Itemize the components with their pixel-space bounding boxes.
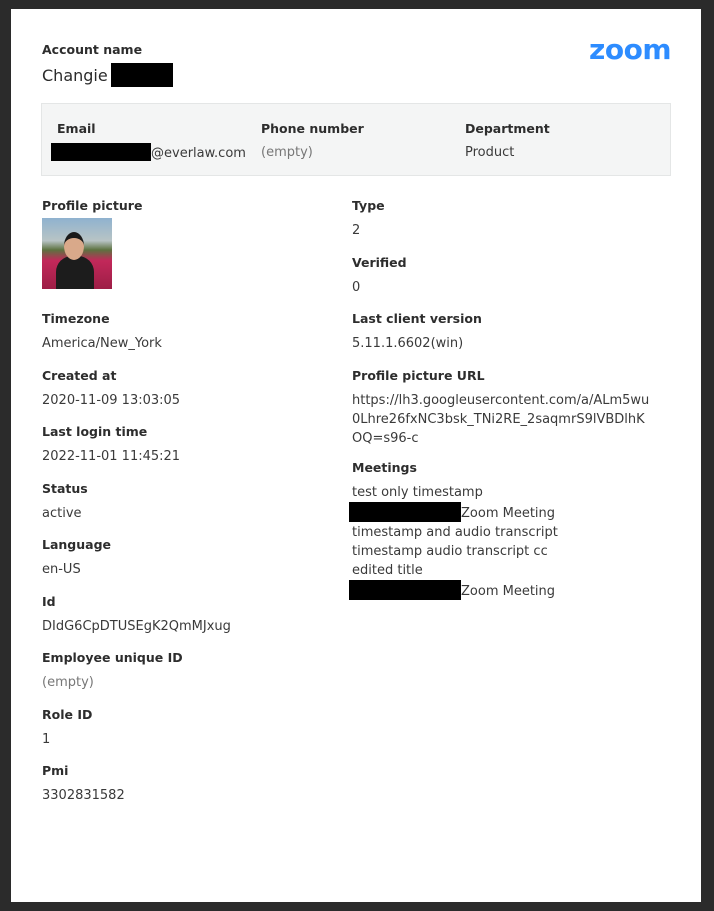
avatar-head: [64, 232, 84, 260]
timezone-label: Timezone: [42, 311, 110, 326]
pmi-value: 3302831582: [42, 788, 125, 803]
id-value: DIdG6CpDTUSEgK2QmMJxug: [42, 619, 231, 634]
profile-page: [11, 9, 701, 902]
last-login-field: [42, 424, 180, 466]
type-value: 2: [352, 223, 361, 238]
account-name-value: [42, 63, 173, 87]
phone-label: Phone number: [261, 121, 364, 136]
account-name-label: Account name: [42, 42, 143, 57]
zoom-logo: zoom: [589, 33, 671, 66]
department-value: Product: [465, 145, 515, 160]
verified-value: 0: [352, 280, 361, 295]
account-name-block: [42, 42, 173, 87]
timezone-field: [42, 311, 162, 353]
redaction-box: [349, 502, 461, 522]
email-label: Email: [57, 121, 96, 136]
department-field: [465, 121, 550, 162]
phone-value: (empty): [261, 145, 313, 160]
created-at-label: Created at: [42, 368, 117, 383]
picture-url-field: [352, 368, 652, 448]
language-label: Language: [42, 537, 112, 552]
profile-picture-image: [42, 218, 112, 289]
created-at-value: 2020-11-09 13:03:05: [42, 393, 181, 408]
verified-field: [352, 255, 407, 297]
profile-picture-label: Profile picture: [42, 198, 143, 213]
language-value: en-US: [42, 562, 81, 577]
last-login-value: 2022-11-01 11:45:21: [42, 449, 181, 464]
status-field: [42, 481, 88, 523]
meeting-item: [352, 502, 558, 523]
department-label: Department: [465, 121, 550, 136]
status-value: active: [42, 506, 82, 521]
language-field: [42, 537, 111, 579]
client-version-value: 5.11.1.6602(win): [352, 336, 464, 351]
role-id-value: 1: [42, 732, 51, 747]
type-label: Type: [352, 198, 385, 213]
client-version-field: [352, 311, 482, 353]
verified-label: Verified: [352, 255, 407, 270]
email-field: [57, 121, 246, 163]
picture-url-label: Profile picture URL: [352, 368, 485, 383]
account-name-text: Changie: [42, 66, 108, 85]
employee-id-field: [42, 650, 183, 692]
meeting-item: timestamp and audio transcript: [352, 525, 558, 540]
type-field: [352, 198, 385, 240]
meeting-item-text: Zoom Meeting: [461, 506, 556, 521]
role-id-field: [42, 707, 92, 749]
employee-id-label: Employee unique ID: [42, 650, 183, 665]
redaction-box: [111, 63, 173, 87]
redaction-box: [349, 580, 461, 600]
id-label: Id: [42, 594, 56, 609]
id-field: [42, 594, 231, 636]
last-login-label: Last login time: [42, 424, 148, 439]
meeting-item: timestamp audio transcript cc: [352, 544, 548, 559]
email-domain: @everlaw.com: [151, 146, 246, 161]
redaction-box: [51, 143, 151, 161]
pmi-field: [42, 763, 125, 805]
email-value: [57, 143, 246, 163]
role-id-label: Role ID: [42, 707, 93, 722]
meetings-field: [352, 460, 558, 601]
meeting-item-text: Zoom Meeting: [461, 584, 556, 599]
contact-panel: [41, 103, 671, 176]
profile-picture-field: [42, 198, 142, 289]
meetings-label: Meetings: [352, 460, 417, 475]
created-at-field: [42, 368, 180, 410]
meeting-item: test only timestamp: [352, 485, 483, 500]
employee-id-value: (empty): [42, 675, 94, 690]
avatar-body: [56, 256, 94, 289]
meetings-list: [352, 483, 558, 601]
meeting-item: [352, 580, 558, 601]
client-version-label: Last client version: [352, 311, 482, 326]
pmi-label: Pmi: [42, 763, 69, 778]
meeting-item: edited title: [352, 563, 423, 578]
timezone-value: America/New_York: [42, 336, 162, 351]
picture-url-value: https://lh3.googleusercontent.com/a/ALm5wu0Lhre26fxNC3bsk_TNi2RE_2saqmrS9lVBDlhKOQ=s96-c: [352, 393, 650, 446]
status-label: Status: [42, 481, 88, 496]
phone-field: [261, 121, 364, 162]
